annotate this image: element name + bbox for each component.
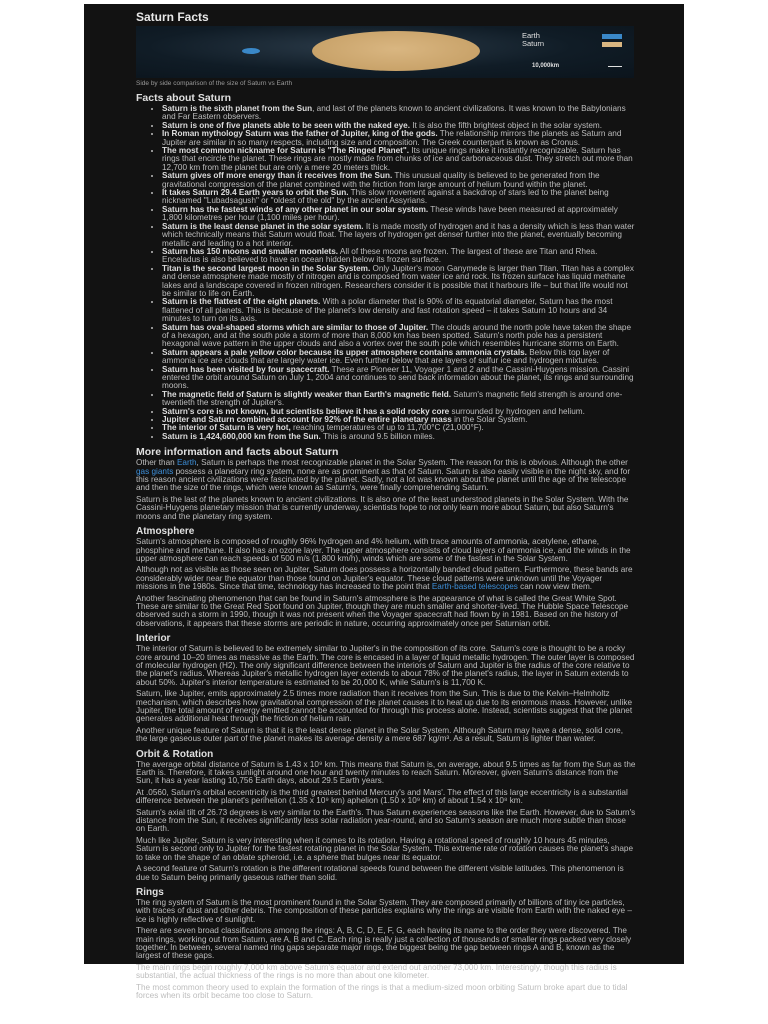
fact-lead: Saturn gives off more energy than it receives from the Sun. [162, 171, 393, 181]
paragraph: At .0560, Saturn's orbital eccentricity is the third greatest behind Mercury's and Mars'. The effect of this large eccentricity is a substantial difference between the planet's perihelion (1.35 x 10⁹ km) aphelion (1.50 x 10⁹ km) of about 1.54 x 10⁸ km. [136, 787, 628, 806]
paragraph: The main rings begin roughly 7,000 km above Saturn's equator and extend out another 73,000 km. Interestingly, though this radius is substantial, the actual thickness of the rings is no more than about one kilometer. [136, 962, 617, 981]
paragraph: Saturn, like Jupiter, emits approximately 2.5 times more radiation than it receives from the Sun. This is due to the Kelvin–Helmholtz mechanism, which describes how gravitational compression of the planet causes it to heat up due to its enormous mass. However, unlike Jupiter, the total amount of energy emitted cannot be accounted for through this process alone. Instead, scientists suggest that the planet generates additional heat through the friction of helium rain. [136, 689, 633, 724]
fact-lead: Saturn has oval-shaped storms which are similar to those of Jupiter. [162, 322, 429, 332]
atmosphere-heading: Atmosphere [136, 526, 195, 538]
scale-label: 10,000km [532, 63, 560, 69]
paragraph: The most common theory used to explain the formation of the rings is that a medium-sized moon orbiting Saturn broke apart due to tidal forces when its orbit became too close to Saturn. [136, 982, 628, 1000]
fact-lead: Saturn has 150 moons and smaller moonlets. [162, 246, 339, 256]
gas-giants-link[interactable]: gas giants [136, 466, 174, 476]
fact-text: This unusual quality is believed to be generated from the gravitational compression of the planet combined with the friction from large amount of helium found within the planet. [162, 171, 600, 189]
fact-lead: Saturn is 1,424,600,000 km from the Sun. [162, 431, 321, 441]
fact-lead: The most common nickname for Saturn is "The Ringed Planet". [162, 146, 410, 156]
scale-indicator [532, 62, 622, 70]
text: can now view them. [517, 582, 593, 592]
fact-lead: Saturn's core is not known, but scientists believe it has a solid rocky core [162, 406, 450, 416]
fact-text: reaching temperatures of up to 11,700°C (21,000°F). [290, 423, 484, 433]
fact-lead: Saturn is the sixth planet from the Sun [162, 104, 313, 113]
fact-item [162, 349, 636, 366]
fact-item [162, 130, 636, 147]
article-page [84, 4, 684, 1000]
fact-lead: Jupiter and Saturn combined account for 92% of the entire planetary mass [162, 415, 452, 425]
paragraph [136, 566, 636, 591]
fact-item [162, 206, 636, 223]
article-content [136, 10, 636, 1003]
paragraph: Another unique feature of Saturn is that it is the least dense planet in the Solar System. Although Saturn may have a dense, solid core, the large gaseous outer part of the planet makes its average density a mere 687 kg/m³. As a result, Saturn is lighter than water. [136, 725, 623, 744]
paragraph: The average orbital distance of Saturn is 1.43 x 10⁹ km. This means that Saturn is, on average, about 9.5 times as far from the Sun as the Earth is. Therefore, it takes sunlight around one hour and twenty minutes to reach Saturn. Moreover, given Saturn's distance from the Sun, it has a year lasting 10,756 Earth days, about 29.5 Earth years. [136, 759, 636, 786]
paragraph: A second feature of Saturn's rotation is the different rotational speeds found between the different visible latitudes. This phenomenon is due to Saturn being primarily gaseous rather than solid. [136, 864, 624, 882]
fact-item [162, 366, 636, 391]
text: Other than [136, 458, 177, 468]
scale-bar [608, 66, 622, 67]
fact-lead: Saturn has been visited by four spacecraft. [162, 364, 330, 374]
facts-heading: Facts about Saturn [136, 92, 232, 104]
paragraph: Saturn is the last of the planets known to ancient civilizations. It is also one of the least understood planets in the Solar System. With the Cassini-Huygens planetary mission that is currently underway, scientists hope to not only learn more about Saturn, but also Saturn's moons and the planetary ring system. [136, 494, 629, 521]
earth-based-telescopes-link[interactable]: Earth-based telescopes [431, 582, 518, 592]
fact-lead: The magnetic field of Saturn is slightly weaker than Earth's magnetic field. [162, 389, 452, 399]
text: , Saturn is perhaps the most recognizable planet in the Solar System. The reason for this is obvious. Although the other [196, 458, 628, 468]
fact-lead: Saturn is the least dense planet in the solar system. [162, 221, 364, 231]
fact-lead: The interior of Saturn is very hot, [162, 423, 291, 433]
fact-lead: Saturn has the fastest winds of any other planet in our solar system. [162, 204, 429, 214]
fact-text: in the Solar System. [451, 415, 528, 425]
fact-text: Saturn's magnetic field strength is around one-twentieth the strength of Jupiter's. [162, 389, 623, 408]
fact-text: It is made mostly of hydrogen and it has a density which is less than water which technically means that Saturn would float. The layers of hydrogen get denser further into the planet, eventually becoming metallic and leading to a hot interior. [162, 221, 635, 248]
paragraph: Saturn's axial tilt of 26.73 degrees is very similar to the Earth's. Thus Saturn experiences seasons like the Earth. However, due to Saturn's distance from the Sun, it receives significantly less solar radiation year-round, and so Saturn's season are much more subtle than those on Earth. [136, 807, 636, 834]
paragraph: The interior of Saturn is believed to be extremely similar to Jupiter's in the composition of its core. Saturn's core is thought to be a rocky core around 10–20 times as massive as the Earth. The core is encased in a layer of liquid metallic hydrogen. The outer layer is composed of molecular hydrogen (H2). The only significant difference between the interiors of Saturn and Jupiter is the radius of the core relative to the planet's radius. Whereas Jupiter's metallic hydrogen layer extends to about 78% of the planet's radius, the layer in Saturn extends to about 50%. Jupiter's interior temperature is estimated to be 20,000 K, while Saturn's is 11,700 K. [136, 644, 635, 687]
fact-text: All of these moons are frozen. The largest of these are Titan and Rhea. Enceladus is also believed to have an ocean hidden below its frozen surface. [162, 246, 598, 265]
fact-text: This slow movement against a backdrop of stars led to the planet being nicknamed "Lubadsagush" or "oldest of the old" by the ancient Assyrians. [162, 188, 609, 206]
fact-text: , and last of the planets known to ancient civilizations. It was known to the Babylonians and Far Eastern observers. [162, 104, 626, 122]
orbit-heading: Orbit & Rotation [136, 748, 214, 760]
size-comparison-figure [136, 26, 634, 78]
fact-item [162, 189, 636, 206]
text: Although not as visible as those seen on Jupiter, Saturn does possess a horizontally banded cloud pattern. Furthermore, these bands are considerably wider near the equator than those found on Jupiter's equator. These cloud patterns were unknown until the Voyager missions in the 1980s. Since that time, technology has increased to the point that [136, 565, 633, 592]
fact-item [162, 433, 636, 441]
paragraph: Another fascinating phenomenon that can be found in Saturn's atmosphere is the appearance of what is called the Great White Spot. These are similar to the Great Red Spot found on Jupiter, though they are much smaller and shorter-lived. The Hubble Space Telescope observed such a storm in 1990, though it was not present when the Voyager spacecraft had flown by in 1981. Based on the history of observations, it appears that these storms are periodic in nature, occurring approximately once per Saturnian orbit. [136, 593, 629, 628]
earth-image [242, 48, 260, 54]
saturn-image [312, 31, 480, 71]
fact-item [162, 265, 636, 299]
paragraph [136, 459, 636, 493]
fact-item [162, 105, 636, 122]
fact-text: This is around 9.5 billion miles. [320, 431, 435, 441]
fact-text: With a polar diameter that is 90% of its equatorial diameter, Saturn has the most flattened of all planets. This is because of the planet's low density and fast rotation speed – it takes Saturn 10 hours and 34 minutes to turn on its axis. [162, 297, 613, 324]
legend-label: Saturn [522, 38, 545, 48]
interior-heading: Interior [136, 633, 171, 645]
fact-text: The clouds around the north pole have taken the shape of a hexagon, and at the south pole a storm of more than 8,000 km has been spotted. Saturn's north pole has a persistent hexagonal wave pattern in the upper clouds and also a vortex over the south pole which resembles hurricane storms on Earth. [162, 322, 632, 349]
fact-item [162, 391, 636, 408]
figure-caption: Side by side comparison of the size of Saturn vs Earth [136, 80, 293, 87]
rings-heading: Rings [136, 886, 164, 898]
fact-lead: Saturn is the flattest of the eight planets. [162, 297, 321, 307]
fact-lead: In Roman mythology Saturn was the father of Jupiter, king of the gods. [162, 129, 438, 139]
fact-item [162, 223, 636, 248]
fact-item [162, 298, 636, 323]
more-heading: More information and facts about Saturn [136, 446, 339, 459]
fact-lead: Titan is the second largest moon in the Solar System. [162, 263, 371, 273]
legend-swatch [602, 34, 622, 39]
fact-item [162, 324, 636, 349]
text: possess a planetary ring system, none are as prominent as that of Saturn. Saturn is also easily visible in the night sky, and for this reason ancient civilizations were fascinated by the planet. Sadly, not a lot was known about the planet until the age of the telescope and then the size of the rings, which were known as Saturn's, were finally comprehending Saturn. [136, 466, 631, 493]
fact-lead: Saturn is one of five planets able to be seen with the naked eye. [162, 120, 410, 130]
fact-text: Its unique rings make it instantly recognizable. Saturn has rings that encircle the planet. These rings are mostly made from chunks of ice and carbonaceous dust. They stretch out more than 12,700 km from the planet but are only a mere 20 meters thick. [162, 146, 633, 172]
figure-legend [522, 32, 622, 48]
paragraph: The ring system of Saturn is the most prominent found in the Solar System. They are composed primarily of billions of tiny ice particles, with traces of dust and other debris. The composition of these particles explains why the rings are visible from Earth with the naked eye – ice is highly reflective of sunlight. [136, 897, 632, 924]
paragraph: Much like Jupiter, Saturn is very interesting when it comes to its rotation. Having a rotational speed of roughly 10 hours 45 minutes, Saturn is second only to Jupiter for the fastest rotating planet in the Solar System. This extreme rate of rotation causes the planet's shape to take on the shape of an oblate spheroid, i.e. a sphere that bulges near its equator. [136, 835, 634, 862]
legend-swatch [602, 42, 622, 47]
fact-lead: It takes Saturn 29.4 Earth years to orbit the Sun. [162, 188, 349, 198]
paragraph: There are seven broad classifications among the rings: A, B, C, D, E, F, G, each having its name to the order they were discovered. The main rings, working out from Saturn, are A, B and C. Each ring is really just a collection of thousands of smaller rings packed very closely together. In between, several named ring gaps separate major rings, the biggest being the gap between rings A and B, known as the largest of these gaps. [136, 926, 632, 961]
fact-text: Only Jupiter's moon Ganymede is larger than Titan. Titan has a complex and dense atmosphere made mostly of nitrogen and is composed from water ice and rock. Its frozen surface has liquid methane lakes and a landscape covered in frozen nitrogen. Researchers consider it is possible that it harbours life – but that life would not be similar to life on Earth. [162, 263, 634, 298]
fact-text: Below this top layer of ammonia ice are clouds that are largely water ice. Even further below that are layers of sulfur ice and hydrogen mixtures. [162, 347, 610, 366]
fact-text: These are Pioneer 11, Voyager 1 and 2 and the Cassini-Huygens mission. Cassini entered the orbit around Saturn on July 1, 2004 and continues to send back information about the planet, its rings and surrounding moons. [162, 364, 634, 391]
fact-text: These winds have been measured at approximately 1,800 kilometres per hour (1,100 miles per hour). [162, 204, 618, 223]
fact-text: It is also the fifth brightest object in the solar system. [409, 120, 603, 130]
legend-label: Earth [522, 30, 540, 40]
paragraph: Saturn's atmosphere is composed of roughly 96% hydrogen and 4% helium, with trace amounts of ammonia, acetylene, ethane, phosphine and methane. It also has an ozone layer. The upper atmosphere consists of cloud layers of ammonia ice, and the winds in the upper atmosphere can reach speeds of 500 m/s (1,800 km/h), winds which are some of the fastest in the Solar System. [136, 537, 631, 563]
page-title: Saturn Facts [136, 10, 209, 24]
legend-item-saturn [522, 40, 622, 48]
fact-text: surrounded by hydrogen and helium. [449, 406, 585, 416]
fact-item [162, 248, 636, 265]
earth-link[interactable]: Earth [176, 458, 197, 468]
facts-list [136, 105, 636, 441]
fact-text: The relationship mirrors the planets as Saturn and Jupiter are similar in so many respects, including size and composition. The Greek counterpart is known as Cronus. [162, 129, 622, 147]
fact-item [162, 147, 636, 172]
fact-item [162, 172, 636, 189]
fact-lead: Saturn appears a pale yellow color because its upper atmosphere contains ammonia crystals. [162, 347, 527, 357]
